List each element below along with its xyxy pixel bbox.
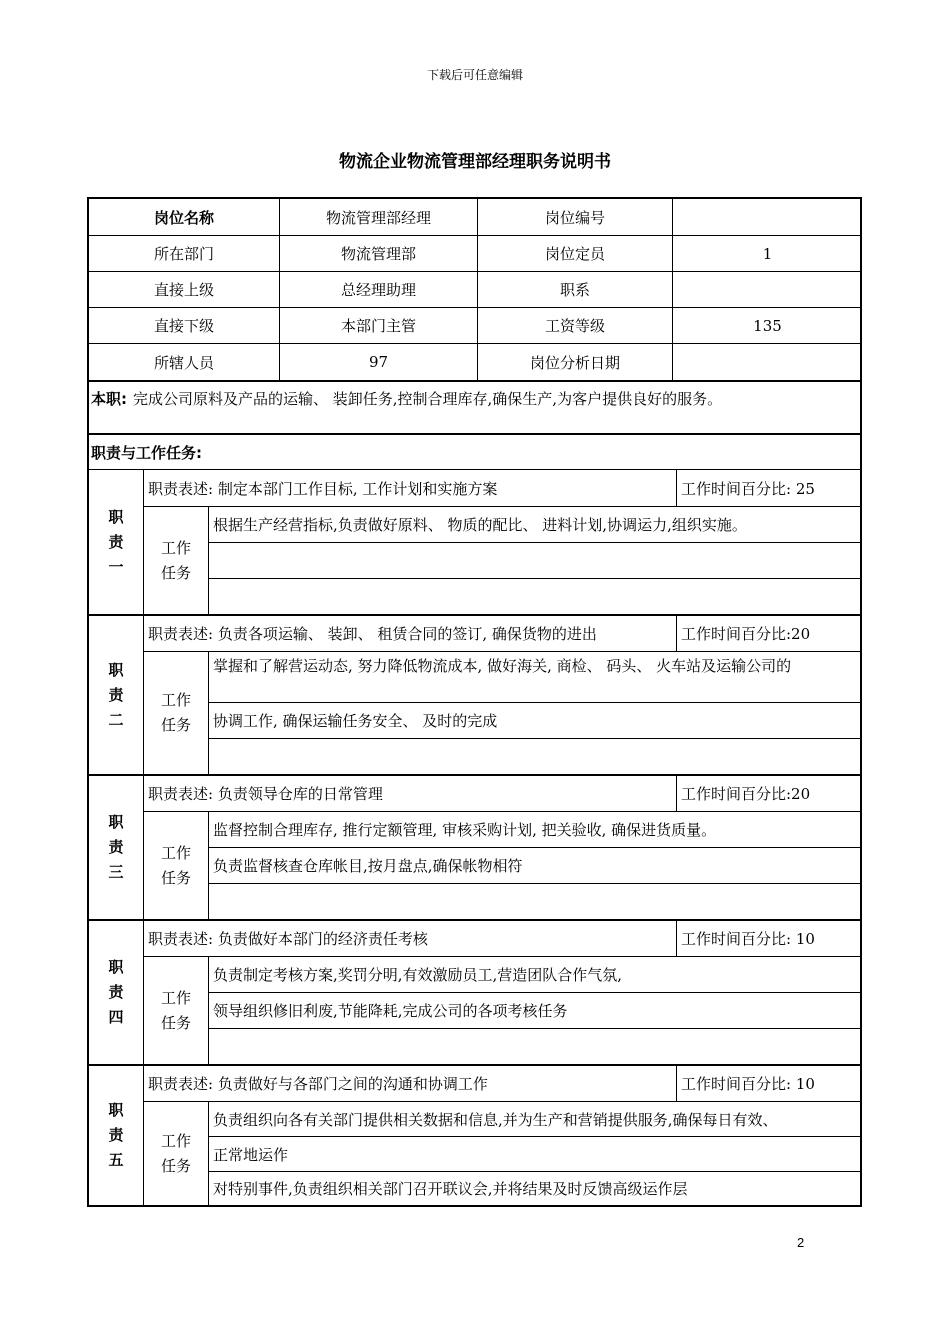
duty-2-char-3: 二 bbox=[108, 710, 124, 729]
task-label-line-2: 任务 bbox=[160, 716, 191, 734]
duty-5-time-percent: 工作时间百分比: 10 bbox=[676, 1064, 862, 1101]
value-position-name: 物流管理部经理 bbox=[279, 199, 477, 235]
label-position-name: 岗位名称 bbox=[153, 208, 214, 227]
task-label-line-1: 工作 bbox=[160, 538, 191, 557]
label-salary-grade: 工资等级 bbox=[477, 307, 672, 343]
task-label-line-2: 任务 bbox=[160, 1013, 191, 1032]
task-label-line-2: 任务 bbox=[160, 1156, 191, 1175]
duty-3-label bbox=[89, 774, 143, 919]
value-department: 物流管理部 bbox=[279, 235, 477, 271]
duty-2-description: 职责表述: 负责各项运输、 装卸、 租赁合同的签订, 确保货物的进出 bbox=[143, 614, 676, 651]
duty-4-char-2: 责 bbox=[108, 983, 124, 1001]
duty-2-task-label bbox=[143, 651, 208, 774]
duty-1-task-3 bbox=[208, 578, 862, 614]
duty-1-time-percent: 工作时间百分比: 25 bbox=[676, 469, 862, 506]
duty-3-task-2: 负责监督核查仓库帐目,按月盘点,确保帐物相符 bbox=[208, 847, 862, 883]
duty-1-task-1: 根据生产经营指标,负责做好原料、 物质的配比、 进料计划,协调运力,组织实施。 bbox=[208, 506, 862, 542]
duty-3-task-1: 监督控制合理库存, 推行定额管理, 审核采购计划, 把关验收, 确保进货质量。 bbox=[208, 811, 862, 847]
value-direct-subordinate: 本部门主管 bbox=[279, 307, 477, 343]
duty-2-label bbox=[89, 614, 143, 774]
duty-2-char-2: 责 bbox=[108, 685, 124, 704]
duty-5-task-label bbox=[143, 1101, 208, 1205]
value-analysis-date bbox=[672, 343, 862, 380]
duty-4-task-label bbox=[143, 956, 208, 1064]
duty-5-task-2: 正常地运作 bbox=[208, 1136, 862, 1171]
label-direct-subordinate: 直接下级 bbox=[89, 307, 279, 343]
duty-4-task-2: 领导组织修旧利废,节能降耗,完成公司的各项考核任务 bbox=[208, 992, 862, 1028]
duty-2-time-percent: 工作时间百分比:20 bbox=[676, 614, 862, 651]
duty-2-task-3 bbox=[208, 738, 862, 774]
duty-5-char-2: 责 bbox=[108, 1126, 124, 1144]
label-position-code: 岗位编号 bbox=[477, 199, 672, 235]
duty-5-char-3: 五 bbox=[108, 1151, 124, 1169]
duty-5-char-1: 职 bbox=[108, 1101, 124, 1119]
duty-4-char-3: 四 bbox=[108, 1008, 124, 1026]
duty-2-task-2: 协调工作, 确保运输任务安全、 及时的完成 bbox=[208, 702, 862, 738]
task-label-line-1: 工作 bbox=[160, 988, 191, 1007]
value-position-code bbox=[672, 199, 862, 235]
duty-1-task-label bbox=[143, 506, 208, 614]
duty-1-char-3: 一 bbox=[108, 557, 124, 576]
duty-3-task-label bbox=[143, 811, 208, 919]
task-label-line-1: 工作 bbox=[160, 1131, 191, 1150]
value-salary-grade: 135 bbox=[672, 307, 862, 343]
duty-3-description: 职责表述: 负责领导仓库的日常管理 bbox=[143, 774, 676, 811]
duty-4-time-percent: 工作时间百分比: 10 bbox=[676, 919, 862, 956]
value-job-family bbox=[672, 271, 862, 307]
duty-4-char-1: 职 bbox=[108, 958, 124, 976]
duty-3-time-percent: 工作时间百分比:20 bbox=[676, 774, 862, 811]
duty-4-description: 职责表述: 负责做好本部门的经济责任考核 bbox=[143, 919, 676, 956]
duty-summary-text: 完成公司原料及产品的运输、 装卸任务,控制合理库存,确保生产,为客户提供良好的服务。 bbox=[133, 390, 723, 408]
value-direct-superior: 总经理助理 bbox=[279, 271, 477, 307]
label-job-family: 职系 bbox=[477, 271, 672, 307]
task-label-line-2: 任务 bbox=[160, 868, 191, 887]
duty-2-task-1: 掌握和了解营运动态, 努力降低物流成本, 做好海关, 商检、 码头、 火车站及运输公司的 bbox=[208, 651, 862, 702]
duty-3-char-1: 职 bbox=[108, 813, 124, 831]
document-title: 物流企业物流管理部经理职务说明书 bbox=[339, 152, 611, 172]
duty-summary-row bbox=[89, 380, 862, 433]
duty-1-char-1: 职 bbox=[108, 507, 124, 526]
task-label-line-2: 任务 bbox=[160, 563, 191, 582]
job-description-table bbox=[87, 197, 862, 1207]
duty-5-label bbox=[89, 1064, 143, 1205]
label-analysis-date: 岗位分析日期 bbox=[477, 343, 672, 380]
duties-heading: 职责与工作任务: bbox=[89, 433, 862, 469]
value-staff-under: 97 bbox=[279, 343, 477, 380]
duty-1-description: 职责表述: 制定本部门工作目标, 工作计划和实施方案 bbox=[143, 469, 676, 506]
header-note: 下载后可任意编辑 bbox=[426, 68, 523, 82]
duty-4-label bbox=[89, 919, 143, 1064]
duty-2-char-1: 职 bbox=[108, 660, 124, 679]
value-headcount: 1 bbox=[672, 235, 862, 271]
duty-4-task-3 bbox=[208, 1028, 862, 1064]
duty-5-description: 职责表述: 负责做好与各部门之间的沟通和协调工作 bbox=[143, 1064, 676, 1101]
label-staff-under: 所辖人员 bbox=[89, 343, 279, 380]
duty-3-char-3: 三 bbox=[108, 863, 124, 881]
duty-5-task-1: 负责组织向各有关部门提供相关数据和信息,并为生产和营销提供服务,确保每日有效、 bbox=[208, 1101, 862, 1136]
duty-5-task-3: 对特别事件,负责组织相关部门召开联议会,并将结果及时反馈高级运作层 bbox=[208, 1171, 862, 1205]
label-department: 所在部门 bbox=[89, 235, 279, 271]
label-headcount: 岗位定员 bbox=[477, 235, 672, 271]
duty-1-label bbox=[89, 469, 143, 614]
task-label-line-1: 工作 bbox=[160, 691, 191, 709]
label-direct-superior: 直接上级 bbox=[89, 271, 279, 307]
duty-3-char-2: 责 bbox=[108, 838, 124, 856]
page-number: 2 bbox=[797, 1235, 805, 1250]
duty-summary-label: 本职: bbox=[91, 390, 127, 408]
duty-1-task-2 bbox=[208, 542, 862, 578]
duty-1-char-2: 责 bbox=[108, 532, 124, 551]
task-label-line-1: 工作 bbox=[160, 843, 191, 862]
duty-3-task-3 bbox=[208, 883, 862, 919]
duty-4-task-1: 负责制定考核方案,奖罚分明,有效激励员工,营造团队合作气氛, bbox=[208, 956, 862, 992]
